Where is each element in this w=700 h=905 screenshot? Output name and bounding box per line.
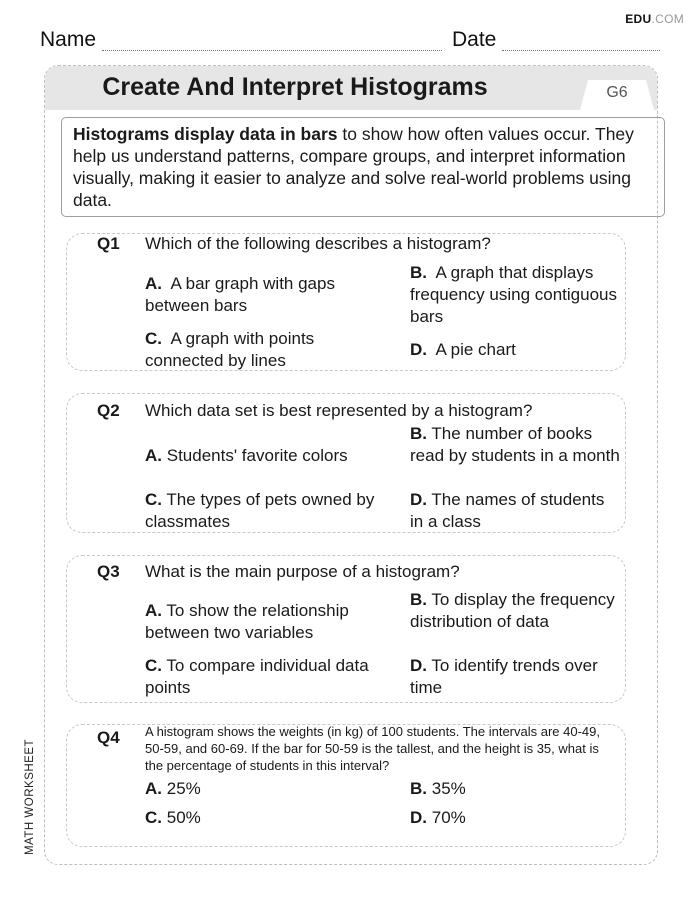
option-c[interactable] [145, 655, 395, 699]
option-a[interactable] [145, 600, 395, 644]
question-number: Q3 [97, 562, 120, 581]
option-text: 70% [431, 808, 466, 827]
intro-bold-text: Histograms display data in bars [73, 124, 338, 144]
question-number: Q2 [97, 401, 120, 420]
question-number: Q4 [97, 728, 120, 747]
name-date-row [40, 28, 660, 54]
option-d[interactable] [410, 489, 620, 533]
worksheet-title: Create And Interpret Histograms [102, 73, 488, 101]
question-text: Which data set is best represented by a histogram? [145, 401, 533, 420]
option-b[interactable] [410, 778, 620, 800]
intro-box [61, 117, 665, 217]
option-d[interactable] [410, 655, 620, 699]
option-letter: D. [410, 490, 427, 509]
question-text: A histogram shows the weights (in kg) of 100 students. The intervals are 40-49, 50-59, and 60-69. If the bar for 50-59 is the tallest, and the height is 35, what is the percentage of students in this interval? [145, 724, 600, 773]
option-letter: D. [410, 340, 427, 359]
option-text: To show the relationship between two variables [145, 601, 349, 642]
option-text: To compare individual data points [145, 656, 369, 697]
option-text: A pie chart [435, 340, 516, 359]
option-d[interactable] [410, 807, 620, 829]
option-b[interactable] [410, 423, 620, 467]
option-text: The types of pets owned by classmates [145, 490, 375, 531]
option-text: A graph that displays frequency using contiguous bars [410, 263, 617, 326]
option-c[interactable] [145, 489, 395, 533]
brand-name: EDU [625, 12, 652, 26]
option-text: To identify trends over time [410, 656, 598, 697]
brand-logo [625, 12, 684, 26]
date-field-line[interactable] [502, 50, 660, 51]
grade-label: G6 [606, 84, 628, 101]
option-text: A graph with points connected by lines [145, 329, 315, 370]
intro-text: to show how often values occur. They help us understand patterns, compare groups, and interpret information visually, making it easier to analyze and solve real-world problems using data. [73, 124, 634, 210]
option-b[interactable] [410, 589, 620, 633]
option-text: 25% [166, 779, 201, 798]
option-text: Students' favorite colors [166, 446, 348, 465]
option-text: 50% [166, 808, 201, 827]
option-letter: A. [145, 601, 162, 620]
option-a[interactable] [145, 445, 395, 467]
option-letter: A. [145, 274, 162, 293]
option-letter: B. [410, 779, 427, 798]
question-number: Q1 [97, 234, 120, 253]
question-text: Which of the following describes a histogram? [145, 234, 491, 253]
side-label: MATH WORKSHEET [24, 738, 36, 855]
option-letter: B. [410, 590, 427, 609]
option-text: A bar graph with gaps between bars [145, 274, 335, 315]
name-label: Name [40, 28, 97, 51]
option-letter: C. [145, 329, 162, 348]
option-letter: C. [145, 490, 162, 509]
option-letter: D. [410, 808, 427, 827]
option-c[interactable] [145, 328, 395, 372]
option-c[interactable] [145, 807, 395, 829]
option-letter: D. [410, 656, 427, 675]
option-text: The number of books read by students in a month [410, 424, 620, 465]
option-a[interactable] [145, 778, 395, 800]
brand-suffix: .COM [651, 12, 684, 26]
option-a[interactable] [145, 273, 395, 317]
option-letter: A. [145, 446, 162, 465]
question-text: What is the main purpose of a histogram? [145, 562, 460, 581]
option-b[interactable] [410, 262, 620, 328]
option-text: The names of students in a class [410, 490, 605, 531]
option-letter: B. [410, 263, 427, 282]
option-letter: A. [145, 779, 162, 798]
option-d[interactable] [410, 339, 620, 361]
option-letter: B. [410, 424, 427, 443]
option-text: To display the frequency distribution of data [410, 590, 615, 631]
name-field-line[interactable] [102, 50, 442, 51]
option-text: 35% [431, 779, 466, 798]
option-letter: C. [145, 808, 162, 827]
option-letter: C. [145, 656, 162, 675]
date-label: Date [452, 28, 497, 51]
